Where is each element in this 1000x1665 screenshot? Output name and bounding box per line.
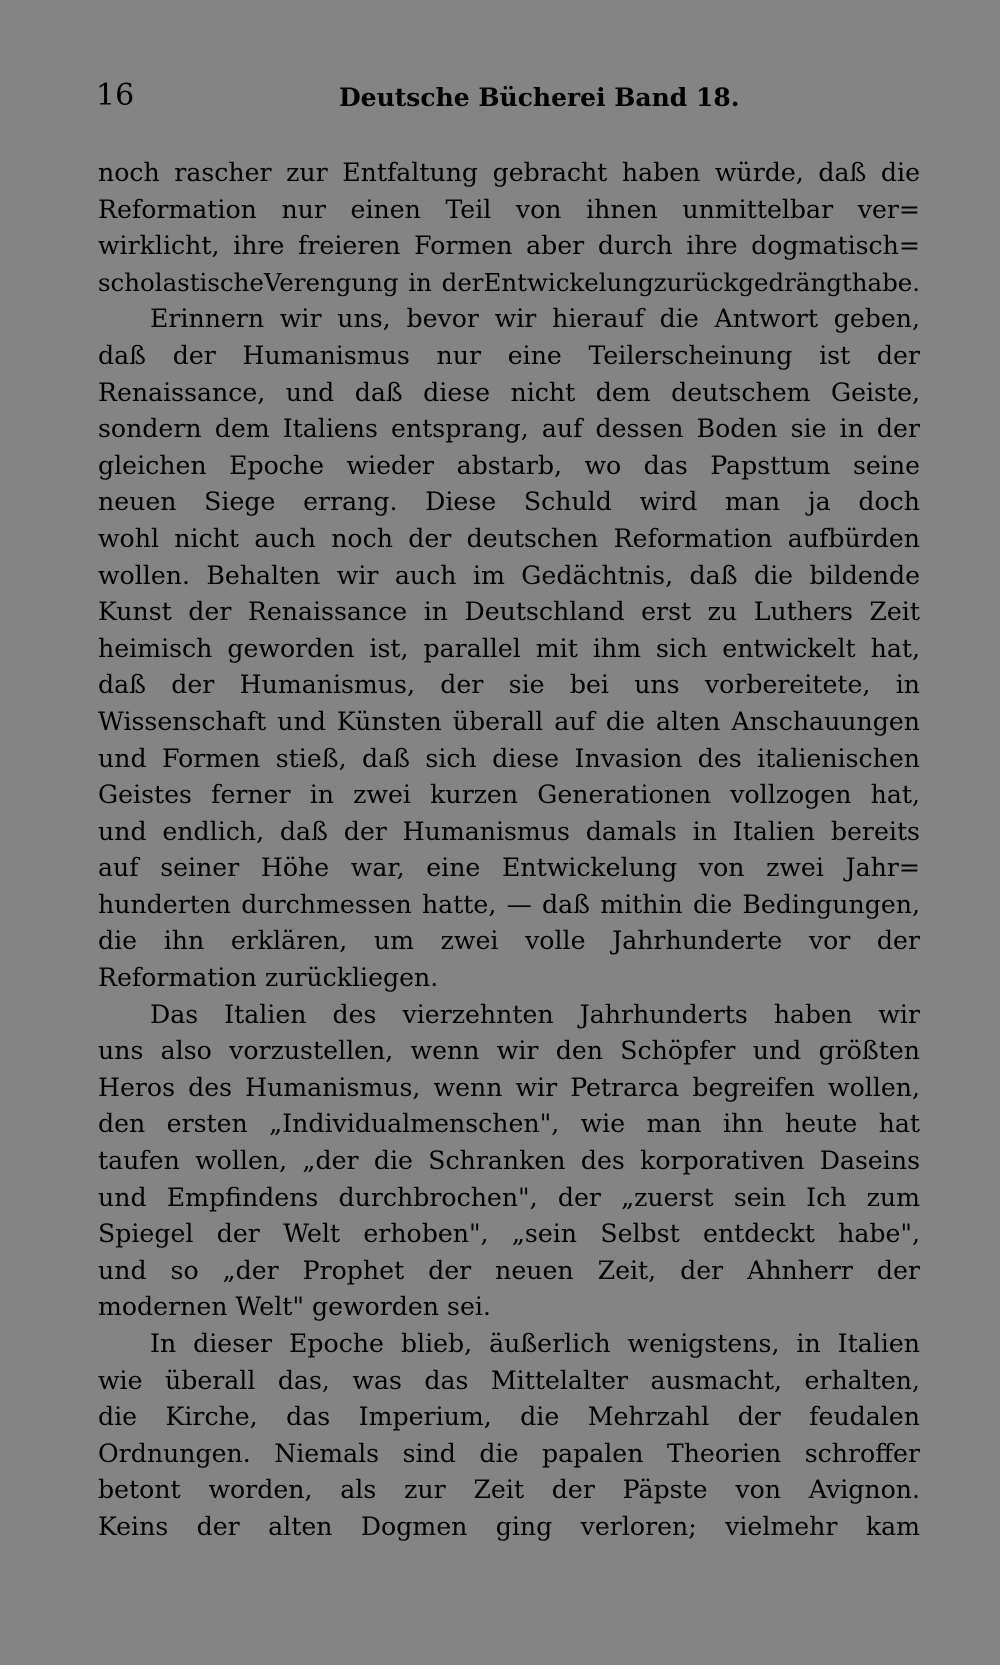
text-line: noch rascher zur Entfaltung gebracht haben würde, daß die <box>98 158 920 187</box>
text-line: auf seiner Höhe war, eine Entwickelung von zwei Jahr= <box>98 853 920 883</box>
text-line: uns also vorzustellen, wenn wir den Schöpfer und größten <box>98 1036 920 1066</box>
text-line: den ersten „Individualmenschen", wie man ihn heute hat <box>98 1109 920 1139</box>
text-line: und Empfindens durchbrochen", der „zuerst sein Ich zum <box>98 1182 920 1212</box>
text-line: Wissenschaft und Künsten überall auf die alten Anschauungen <box>98 706 920 736</box>
text-line: hunderten durchmessen hatte, — daß mithin die Bedingungen, <box>98 889 920 919</box>
text-line: die Kirche, das Imperium, die Mehrzahl der feudalen <box>98 1402 920 1432</box>
text-line: sondern dem Italiens entsprang, auf dessen Boden sie in der <box>98 414 920 444</box>
text-line: und Formen stieß, daß sich diese Invasion des italienischen <box>98 743 920 773</box>
text-line: Heros des Humanismus, wenn wir Petrarca begreifen wollen, <box>98 1072 920 1102</box>
text-line: wie überall das, was das Mittelalter ausmacht, erhalten, <box>98 1365 920 1395</box>
text-line: wollen. Behalten wir auch im Gedächtnis, daß die bildende <box>98 560 920 590</box>
text-line: Ordnungen. Niemals sind die papalen Theorien schroffer <box>98 1438 920 1468</box>
text-line: Renaissance, und daß diese nicht dem deutschem Geiste, <box>98 377 920 407</box>
text-line: und endlich, daß der Humanismus damals in Italien bereits <box>98 816 920 846</box>
text-line: Geistes ferner in zwei kurzen Generationen vollzogen hat, <box>98 780 920 810</box>
text-line: Reformation nur einen Teil von ihnen unmittelbar ver= <box>98 194 920 224</box>
text-line: heimisch geworden ist, parallel mit ihm sich entwickelt hat, <box>98 633 920 663</box>
text-line: und so „der Prophet der neuen Zeit, der Ahnherr der <box>98 1255 920 1285</box>
text-line: modernen Welt" geworden sei. <box>98 1292 491 1322</box>
text-line: daß der Humanismus, der sie bei uns vorbereitete, in <box>98 670 920 700</box>
text-line: taufen wollen, „der die Schranken des korporativen Daseins <box>98 1146 920 1176</box>
text-line: neuen Siege errang. Diese Schuld wird man ja doch <box>98 487 920 517</box>
body-text <box>98 155 920 1546</box>
text-line: scholastischeVerengung in derEntwickelungzurückgedrängthabe. <box>98 267 920 297</box>
text-line: daß der Humanismus nur eine Teilerscheinung ist der <box>98 340 920 370</box>
text-line: gleichen Epoche wieder abstarb, wo das Papsttum seine <box>98 450 920 480</box>
text-line: Kunst der Renaissance in Deutschland erst zu Luthers Zeit <box>98 597 920 627</box>
text-line: Das Italien des vierzehnten Jahrhunderts haben wir <box>150 999 920 1029</box>
text-line: die ihn erklären, um zwei volle Jahrhunderte vor der <box>98 926 920 956</box>
text-line: Spiegel der Welt erhoben", „sein Selbst entdeckt habe", <box>98 1219 920 1249</box>
text-line: In dieser Epoche blieb, äußerlich wenigstens, in Italien <box>150 1329 920 1358</box>
text-line: wohl nicht auch noch der deutschen Reformation aufbürden <box>98 523 920 553</box>
text-line: wirklicht, ihre freieren Formen aber durch ihre dogmatisch= <box>98 231 920 261</box>
text-line: Erinnern wir uns, bevor wir hierauf die Antwort geben, <box>150 304 920 334</box>
text-line: betont worden, als zur Zeit der Päpste von Avignon. <box>98 1475 920 1505</box>
text-line: Keins der alten Dogmen ging verloren; vielmehr kam <box>98 1511 920 1541</box>
text-line: Reformation zurückliegen. <box>98 963 439 993</box>
page-number: 16 <box>96 78 135 113</box>
page-header <box>96 78 920 118</box>
running-title: Deutsche Bücherei Band 18. <box>339 83 740 112</box>
